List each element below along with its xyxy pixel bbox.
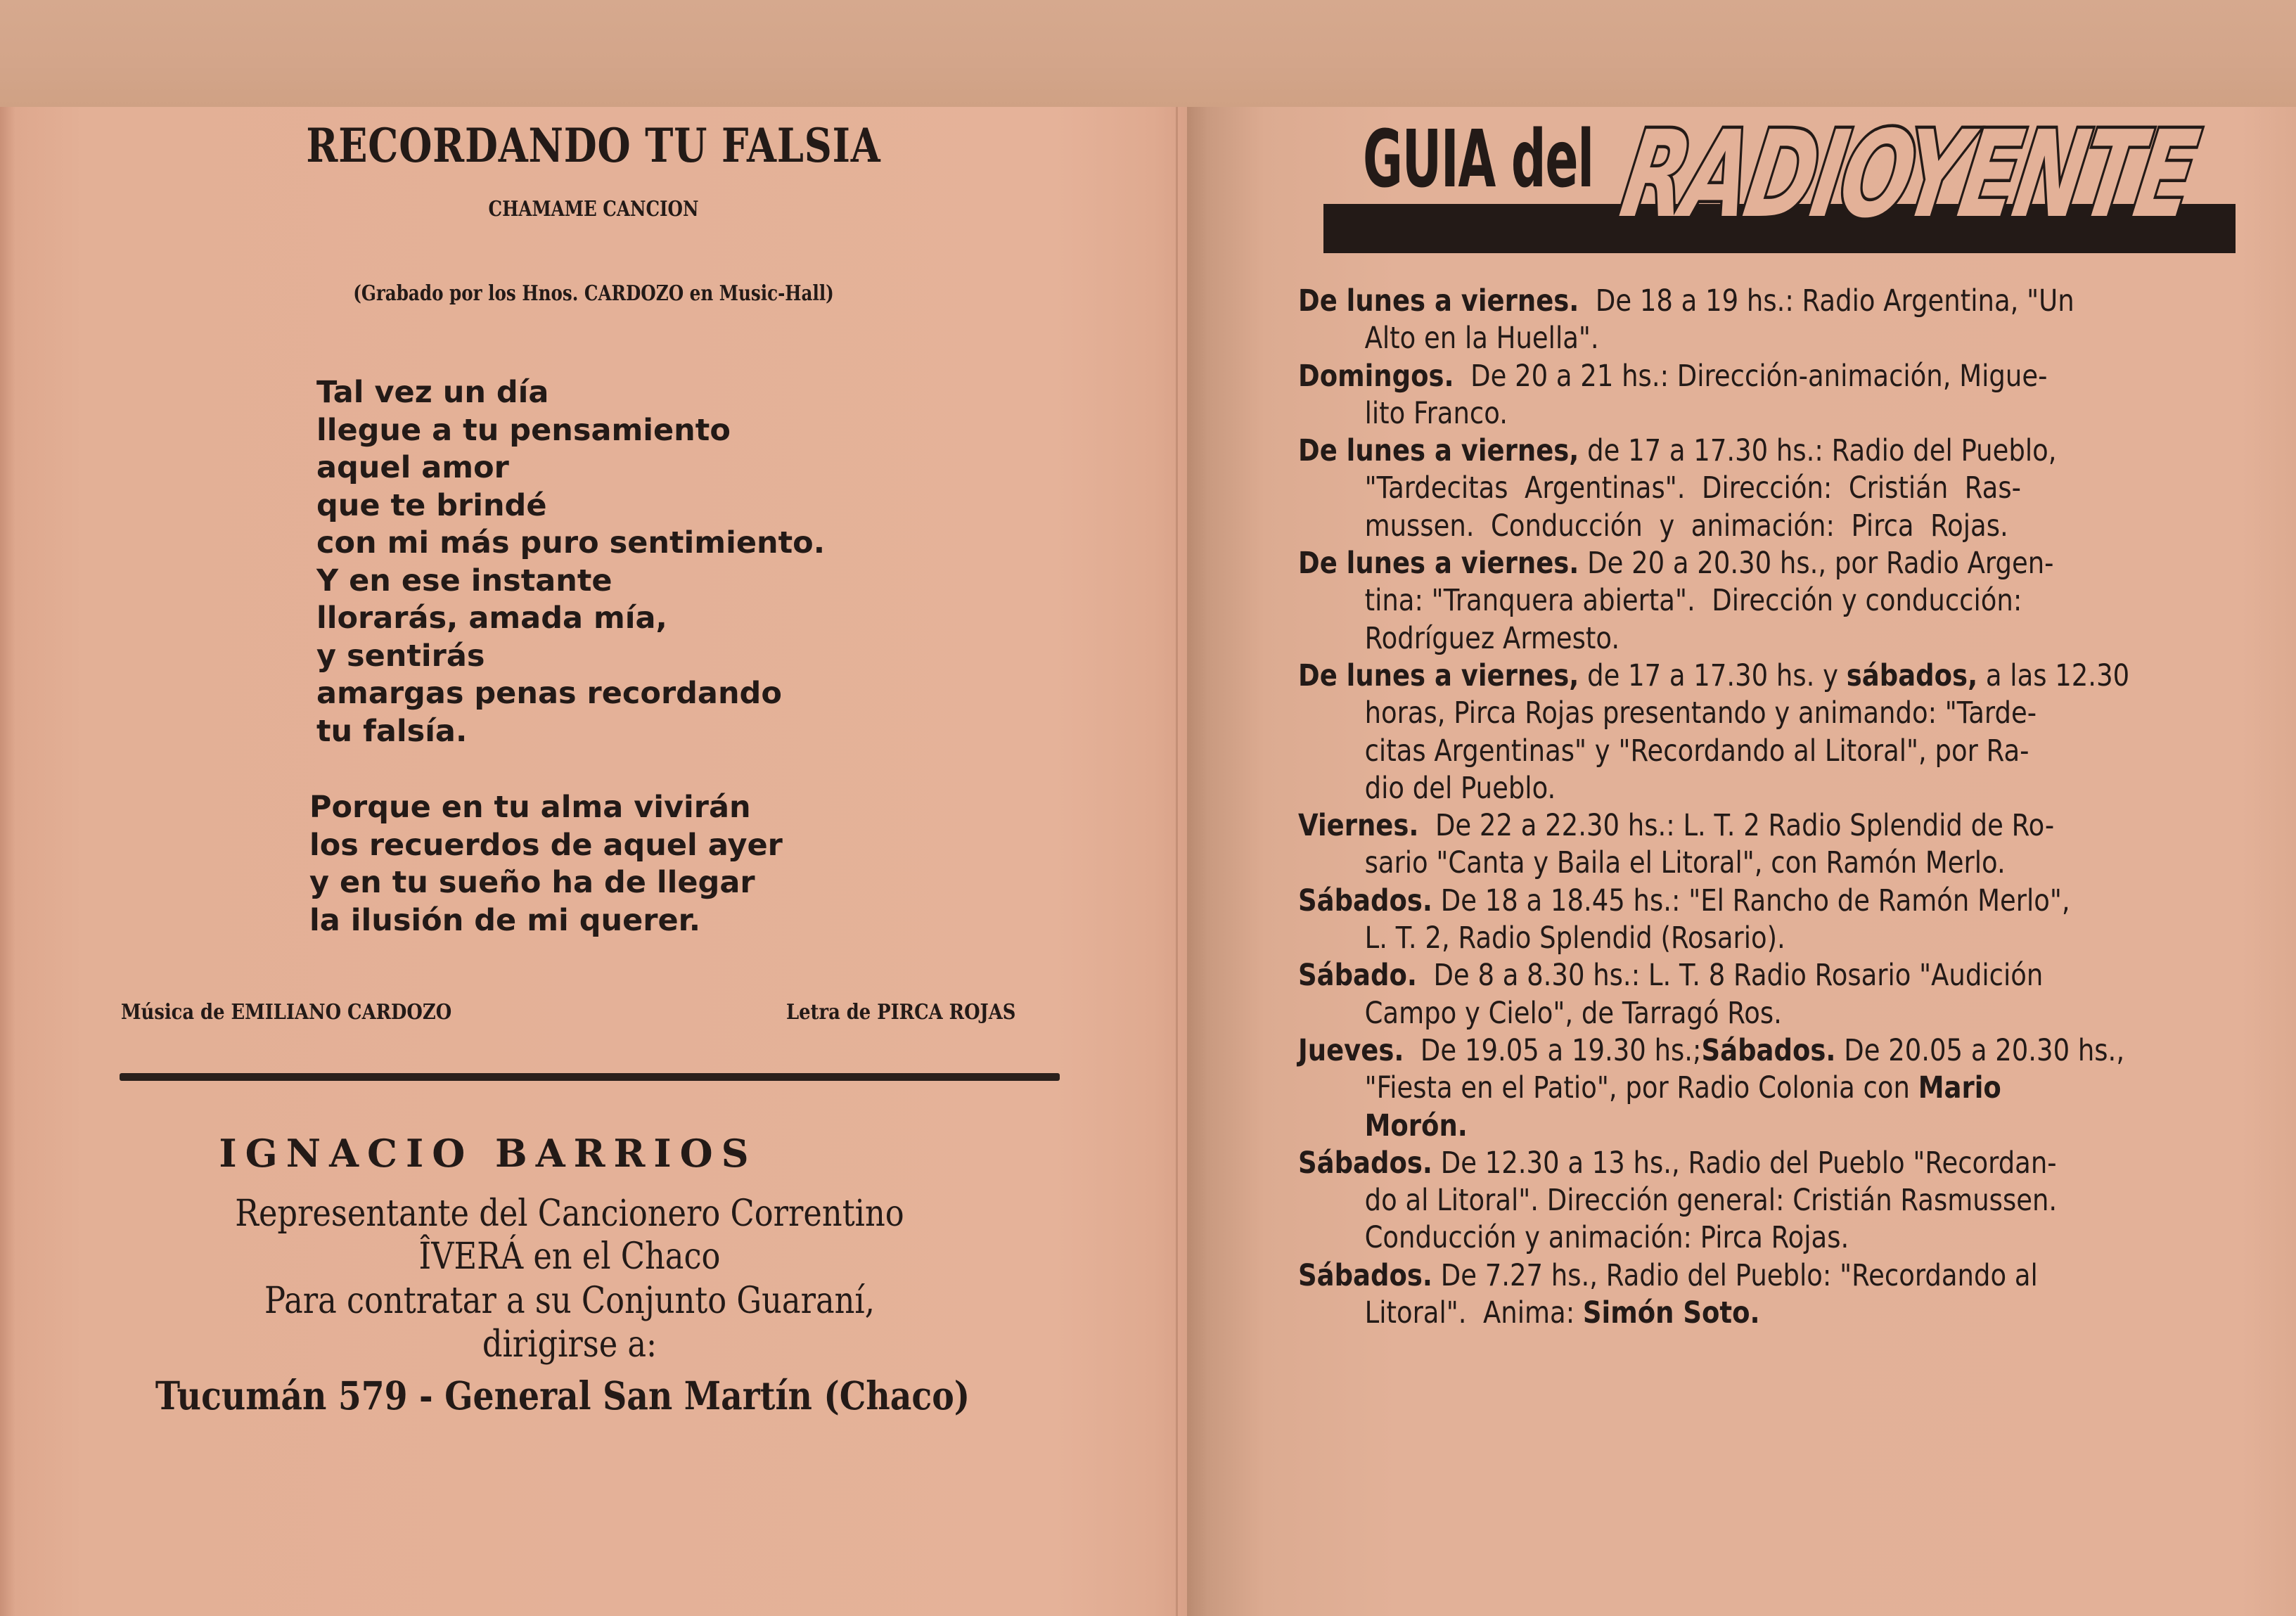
listing-text: Conducción y animación: Pirca Rojas. bbox=[1364, 1220, 1849, 1256]
listing-text: De 20 a 20.30 hs., por Radio Argen- bbox=[1579, 546, 2054, 582]
listing-entry bbox=[1298, 432, 2247, 545]
listing-text: "Tardecitas Argentinas". Dirección: Cristián Ras- bbox=[1364, 470, 2021, 506]
listing-line bbox=[1298, 1145, 2115, 1182]
listing-line bbox=[1298, 358, 2115, 395]
song-genre: CHAMAME CANCION bbox=[488, 197, 699, 222]
lyric-line: la ilusión de mi querer. bbox=[309, 902, 701, 938]
listing-text: De 22 a 22.30 hs.: L. T. 2 Radio Splendid de Ro- bbox=[1418, 808, 2055, 844]
listing-text: tina: "Tranquera abierta". Dirección y conducción: bbox=[1364, 583, 2022, 619]
listing-line bbox=[1298, 620, 2115, 658]
recording-note: (Grabado por los Hnos. CARDOZO en Music-Hall) bbox=[353, 281, 834, 306]
listing-line bbox=[1298, 1257, 2115, 1295]
listing-day-label: Morón. bbox=[1364, 1108, 1468, 1143]
listing-text: De 19.05 a 19.30 hs.; bbox=[1404, 1032, 1702, 1068]
advertiser-name bbox=[0, 1131, 1187, 1176]
listing-entry bbox=[1298, 283, 2247, 358]
listing-entry bbox=[1298, 1032, 2247, 1145]
lyrics-credit: Letra de PIRCA ROJAS bbox=[786, 1000, 1016, 1025]
lyric-line: y sentirás bbox=[316, 638, 485, 674]
listing-text: De 7.27 hs., Radio del Pueblo: "Recordando al bbox=[1432, 1257, 2038, 1293]
listing-entry bbox=[1298, 957, 2247, 1032]
listing-day-label: Sábado. bbox=[1298, 958, 1417, 994]
listing-line bbox=[1298, 545, 2115, 582]
lyric-line: con mi más puro sentimiento. bbox=[316, 525, 826, 560]
listing-line bbox=[1298, 432, 2115, 470]
lyric-line: tu falsía. bbox=[316, 713, 468, 749]
ad-line: dirigirse a: bbox=[482, 1323, 658, 1366]
music-credit: Música de EMILIANO CARDOZO bbox=[121, 1000, 452, 1025]
listing-day-label: De lunes a viernes, bbox=[1298, 433, 1579, 469]
listing-line bbox=[1298, 957, 2115, 994]
listing-day-label: sábados, bbox=[1846, 658, 1978, 693]
listing-day-label: Mario bbox=[1918, 1070, 2001, 1106]
listing-day-label: Simón Soto. bbox=[1582, 1295, 1760, 1331]
ad-line: Representante del Cancionero Correntino bbox=[235, 1193, 904, 1235]
ad-line: Para contratar a su Conjunto Guaraní, bbox=[264, 1280, 875, 1322]
listing-line bbox=[1298, 320, 2115, 357]
lyric-line: llorarás, amada mía, bbox=[316, 601, 667, 636]
listing-line bbox=[1298, 995, 2115, 1032]
ad-address: Tucumán 579 - General San Martín (Chaco) bbox=[155, 1373, 970, 1418]
header-prefix: GUIA del bbox=[1363, 114, 1593, 205]
lyric-line: que te brindé bbox=[316, 487, 547, 523]
listing-line bbox=[1298, 582, 2115, 620]
listing-text: Alto en la Huella". bbox=[1364, 321, 1599, 357]
listing-line bbox=[1298, 1032, 2125, 1070]
listing-text: dio del Pueblo. bbox=[1364, 770, 1556, 806]
listing-text: De 8 a 8.30 hs.: L. T. 8 Radio Rosario "Audición bbox=[1416, 958, 2044, 994]
listing-day-label: Domingos. bbox=[1298, 358, 1454, 394]
radio-listings bbox=[1298, 283, 2247, 1332]
lyric-line: los recuerdos de aquel ayer bbox=[309, 827, 783, 863]
listing-line bbox=[1298, 1219, 2115, 1257]
listing-line bbox=[1298, 807, 2115, 845]
listing-entry bbox=[1298, 883, 2247, 958]
section-divider bbox=[120, 1073, 1060, 1081]
listing-day-label: Sábados. bbox=[1701, 1032, 1836, 1068]
listing-text: Rodríguez Armesto. bbox=[1364, 620, 1620, 656]
scan-background bbox=[0, 0, 2296, 107]
lyric-line: y en tu sueño ha de llegar bbox=[309, 865, 755, 900]
listing-text: de 17 a 17.30 hs. y bbox=[1579, 658, 1847, 693]
lyric-line: aquel amor bbox=[316, 450, 509, 485]
listing-entry bbox=[1298, 807, 2247, 883]
listing-text: Campo y Cielo", de Tarragó Ros. bbox=[1364, 995, 1782, 1031]
listing-line bbox=[1298, 395, 2115, 432]
listing-text: do al Litoral". Dirección general: Cristián Rasmussen. bbox=[1364, 1183, 2058, 1219]
listing-entry bbox=[1298, 658, 2247, 807]
listing-entry bbox=[1298, 1257, 2247, 1333]
lyric-line: Y en ese instante bbox=[316, 563, 613, 598]
listing-line bbox=[1298, 695, 2115, 732]
listing-day-label: De lunes a viernes. bbox=[1298, 283, 1579, 319]
listing-text: Litoral". Anima: bbox=[1364, 1295, 1583, 1331]
listing-line bbox=[1298, 770, 2115, 807]
listing-line bbox=[1298, 920, 2115, 957]
book-gutter bbox=[1176, 107, 1178, 1616]
listing-text: a las 12.30 bbox=[1977, 658, 2130, 693]
listing-line bbox=[1298, 283, 2115, 320]
ad-line: ÎVERÁ en el Chaco bbox=[418, 1236, 721, 1278]
listing-text: citas Argentinas" y "Recordando al Litoral", por Ra- bbox=[1364, 733, 2029, 769]
listing-text: De 20 a 21 hs.: Dirección-animación, Migue- bbox=[1454, 358, 2048, 394]
listing-text: De 18 a 18.45 hs.: "El Rancho de Ramón Merlo", bbox=[1432, 883, 2070, 918]
listing-entry bbox=[1298, 545, 2247, 658]
header-title: RADIOYENTE bbox=[1612, 105, 2205, 245]
listing-day-label: Sábados. bbox=[1298, 883, 1432, 918]
listing-line bbox=[1298, 470, 2115, 507]
listing-day-label: Viernes. bbox=[1298, 808, 1419, 844]
listing-text: sario "Canta y Baila el Litoral", con Ramón Merlo. bbox=[1364, 845, 2006, 881]
lyric-line: Porque en tu alma vivirán bbox=[309, 790, 751, 825]
listing-text: De 12.30 a 13 hs., Radio del Pueblo "Recordan- bbox=[1432, 1145, 2057, 1181]
listing-day-label: De lunes a viernes, bbox=[1298, 658, 1579, 693]
listing-line bbox=[1298, 845, 2115, 882]
listing-entry bbox=[1298, 358, 2247, 433]
listing-text: De 20.05 a 20.30 hs., bbox=[1835, 1032, 2125, 1068]
listing-line bbox=[1298, 1108, 2115, 1145]
listing-line bbox=[1298, 1295, 2115, 1332]
lyric-line: amargas penas recordando bbox=[316, 676, 782, 711]
lyrics-stanza-1 bbox=[316, 374, 825, 750]
listing-day-label: Jueves. bbox=[1298, 1032, 1404, 1068]
listing-entry bbox=[1298, 1145, 2247, 1257]
listing-line bbox=[1298, 658, 2130, 695]
lyric-line: Tal vez un día bbox=[316, 375, 549, 410]
listing-text: "Fiesta en el Patio", por Radio Colonia con bbox=[1364, 1070, 1918, 1106]
listing-text: De 18 a 19 hs.: Radio Argentina, "Un bbox=[1579, 283, 2074, 319]
listing-line bbox=[1298, 883, 2115, 920]
lyrics-stanza-2 bbox=[309, 789, 783, 940]
advertiser-name-text: IGNACIO BARRIOS bbox=[219, 1131, 757, 1176]
lyric-line: llegue a tu pensamiento bbox=[316, 412, 731, 448]
listing-text: de 17 a 17.30 hs.: Radio del Pueblo, bbox=[1579, 433, 2057, 469]
song-title: RECORDANDO TU FALSIA bbox=[306, 118, 881, 173]
listing-text: L. T. 2, Radio Splendid (Rosario). bbox=[1364, 921, 1785, 956]
listing-day-label: De lunes a viernes. bbox=[1298, 546, 1579, 582]
listing-day-label: Sábados. bbox=[1298, 1145, 1432, 1181]
listing-line bbox=[1298, 1182, 2115, 1219]
listing-text: lito Franco. bbox=[1364, 395, 1508, 431]
listing-day-label: Sábados. bbox=[1298, 1257, 1432, 1293]
listing-line bbox=[1298, 1070, 2115, 1107]
listing-line bbox=[1298, 733, 2115, 770]
listing-line bbox=[1298, 508, 2115, 545]
listing-text: horas, Pirca Rojas presentando y animando: "Tarde- bbox=[1364, 695, 2037, 731]
listing-text: mussen. Conducción y animación: Pirca Rojas. bbox=[1364, 508, 2008, 544]
